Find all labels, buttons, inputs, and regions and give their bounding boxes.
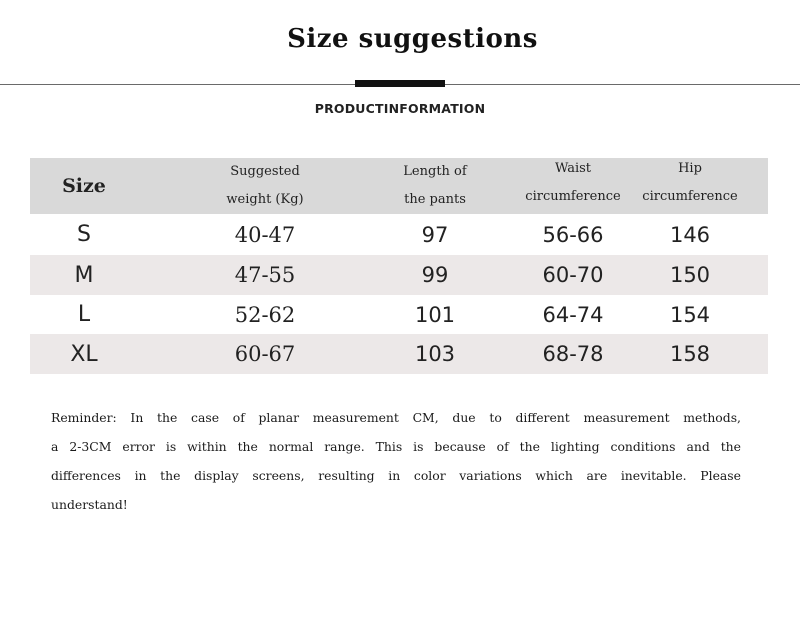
cell-hip: 154 — [669, 302, 711, 327]
header-weight-line2: weight (Kg) — [226, 192, 304, 207]
table-row — [30, 214, 768, 255]
cell-length: 103 — [414, 342, 456, 366]
section-subtitle: PRODUCTINFORMATION — [314, 101, 486, 116]
cell-weight: 47-55 — [234, 263, 296, 287]
cell-waist: 56-66 — [542, 222, 604, 247]
cell-waist: 68-78 — [542, 342, 604, 366]
cell-size: L — [77, 302, 91, 327]
header-waist-line1: Waist — [554, 161, 592, 176]
table-row — [30, 255, 768, 295]
table-row — [30, 334, 768, 374]
header-length-line1: Length of — [403, 164, 467, 179]
reminder-line: differences in the display screens, resulting in color variations which are inevitable. Please — [51, 468, 741, 483]
header-hip-line2: circumference — [642, 189, 738, 204]
cell-hip: 150 — [669, 263, 711, 287]
cell-size: S — [77, 222, 91, 247]
header-hip-line1: Hip — [678, 161, 702, 176]
header-hip — [635, 158, 745, 214]
cell-weight: 40-47 — [234, 222, 296, 247]
reminder-line: understand! — [51, 497, 128, 512]
title-divider-accent — [355, 80, 445, 87]
header-waist — [518, 158, 628, 214]
cell-size: M — [74, 262, 94, 288]
reminder-line: Reminder: In the case of planar measurement CM, due to different measurement methods, — [51, 410, 741, 425]
reminder-line: a 2-3CM error is within the normal range. This is because of the lighting conditions and the — [51, 439, 741, 454]
header-weight-line1: Suggested — [230, 164, 300, 179]
page-title: Size suggestions — [287, 24, 538, 54]
header-length-line2: the pants — [404, 192, 466, 207]
cell-hip: 158 — [669, 342, 711, 366]
header-size: Size — [62, 175, 106, 197]
cell-weight: 60-67 — [234, 342, 296, 366]
header-weight — [210, 158, 320, 214]
cell-waist: 60-70 — [542, 263, 604, 287]
header-waist-line2: circumference — [525, 189, 621, 204]
table-header-row — [30, 158, 768, 214]
cell-length: 97 — [421, 222, 449, 247]
reminder-note — [51, 403, 741, 519]
cell-waist: 64-74 — [542, 302, 604, 327]
cell-length: 99 — [421, 263, 449, 287]
size-table — [30, 158, 768, 374]
cell-weight: 52-62 — [234, 302, 296, 327]
header-length — [380, 158, 490, 214]
cell-hip: 146 — [669, 222, 711, 247]
cell-size: XL — [70, 341, 98, 367]
table-row — [30, 295, 768, 334]
cell-length: 101 — [414, 302, 456, 327]
